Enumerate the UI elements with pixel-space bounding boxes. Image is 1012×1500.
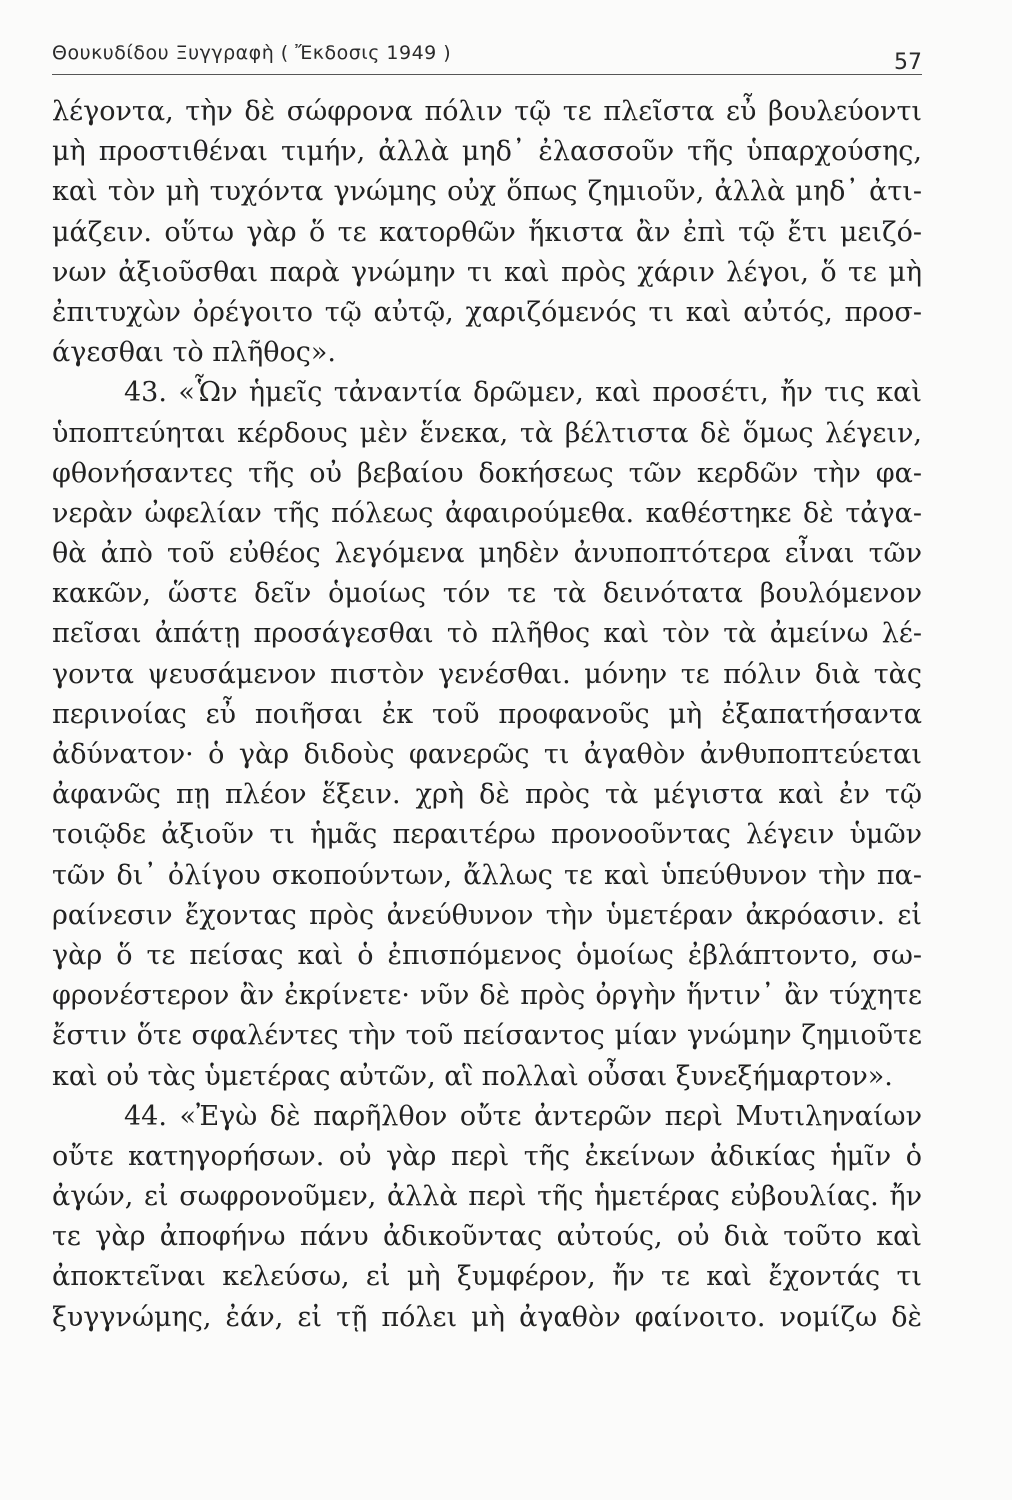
running-title: Θουκυδίδου Ξυγγραφὴ ( Ἔκδοσις 1949 ) xyxy=(52,42,452,64)
page-number: 57 xyxy=(894,50,922,75)
running-header xyxy=(52,38,922,82)
text-line: ἀφανῶς πῃ πλέον ἕξειν. χρὴ δὲ πρὸς τὰ μέγιστα καὶ ἐν τῷ xyxy=(52,779,922,811)
text-line: 44. «Ἐγὼ δὲ παρῆλθον οὔτε ἀντερῶν περὶ Μυτιληναίων xyxy=(124,1100,922,1132)
text-line: οὔτε κατηγορήσων. οὐ γὰρ περὶ τῆς ἐκείνων ἀδικίας ἡμῖν ὁ xyxy=(52,1140,922,1172)
text-line: ξυγγνώμης, ἐάν, εἰ τῇ πόλει μὴ ἀγαθὸν φαίνοιτο. νομίζω δὲ xyxy=(52,1301,922,1333)
text-line: γὰρ ὅ τε πείσας καὶ ὁ ἐπισπόμενος ὁμοίως ἐβλάπτοντο, σω- xyxy=(52,939,922,971)
text-line: ἐπιτυχὼν ὀρέγοιτο τῷ αὐτῷ, χαριζόμενός τι καὶ αὐτός, προσ- xyxy=(52,296,922,328)
text-line: ραίνεσιν ἔχοντας πρὸς ἀνεύθυνον τὴν ὑμετέραν ἀκρόασιν. εἰ xyxy=(52,899,922,931)
text-line: περινοίας εὖ ποιῆσαι ἐκ τοῦ προφανοῦς μὴ ἐξαπατήσαντα xyxy=(52,698,922,730)
text-line: 43. «Ὧν ἡμεῖς τἀναντία δρῶμεν, καὶ προσέτι, ἤν τις καὶ xyxy=(124,377,922,409)
text-line: γοντα ψευσάμενον πιστὸν γενέσθαι. μόνην τε πόλιν διὰ τὰς xyxy=(52,658,922,690)
text-line: μάζειν. οὕτω γὰρ ὅ τε κατορθῶν ἥκιστα ἂν ἐπὶ τῷ ἔτι μειζό- xyxy=(52,216,922,248)
text-line: πεῖσαι ἀπάτῃ προσάγεσθαι τὸ πλῆθος καὶ τὸν τὰ ἀμείνω λέ- xyxy=(52,618,922,650)
text-line: τοιῷδε ἀξιοῦν τι ἡμᾶς περαιτέρω προνοοῦντας λέγειν ὑμῶν xyxy=(52,819,922,851)
text-line: φθονήσαντες τῆς οὐ βεβαίου δοκήσεως τῶν κερδῶν τὴν φα- xyxy=(52,457,922,489)
text-line: νερὰν ὠφελίαν τῆς πόλεως ἀφαιρούμεθα. καθέστηκε δὲ τἀγα- xyxy=(52,497,922,529)
text-line: καὶ τὸν μὴ τυχόντα γνώμης οὐχ ὅπως ζημιοῦν, ἀλλὰ μηδ᾽ ἀτι- xyxy=(52,176,922,208)
text-line: λέγοντα, τὴν δὲ σώφρονα πόλιν τῷ τε πλεῖστα εὖ βουλεύοντι xyxy=(52,96,922,127)
text-line: ἀδύνατον· ὁ γὰρ διδοὺς φανερῶς τι ἀγαθὸν ἀνθυποπτεύεται xyxy=(52,739,922,770)
body-text xyxy=(52,92,922,1338)
text-line: τῶν δι᾽ ὀλίγου σκοπούντων, ἄλλως τε καὶ ὑπεύθυνον τὴν πα- xyxy=(52,859,922,891)
text-line: ὑποπτεύηται κέρδους μὲν ἕνεκα, τὰ βέλτιστα δὲ ὅμως λέγειν, xyxy=(52,417,922,449)
text-line: τε γὰρ ἀποφήνω πάνυ ἀδικοῦντας αὐτούς, οὐ διὰ τοῦτο καὶ xyxy=(52,1221,922,1253)
text-line: φρονέστερον ἂν ἐκρίνετε· νῦν δὲ πρὸς ὀργὴν ἥντιν᾽ ἂν τύχητε xyxy=(52,980,922,1012)
header-rule xyxy=(52,74,922,75)
text-line: καὶ οὐ τὰς ὑμετέρας αὐτῶν, αἳ πολλαὶ οὖσαι ξυνεξήμαρτον». xyxy=(52,1060,893,1092)
text-line: θὰ ἀπὸ τοῦ εὐθέος λεγόμενα μηδὲν ἀνυποπτότερα εἶναι τῶν xyxy=(52,538,922,570)
text-line: ἔστιν ὅτε σφαλέντες τὴν τοῦ πείσαντος μίαν γνώμην ζημιοῦτε xyxy=(52,1020,922,1052)
text-line: ἀγών, εἰ σωφρονοῦμεν, ἀλλὰ περὶ τῆς ἡμετέρας εὐβουλίας. ἤν xyxy=(52,1181,922,1213)
text-line: μὴ προστιθέναι τιμήν, ἀλλὰ μηδ᾽ ἐλασσοῦν τῆς ὑπαρχούσης, xyxy=(52,136,922,168)
text-line: ἀποκτεῖναι κελεύσω, εἰ μὴ ξυμφέρον, ἤν τε καὶ ἔχοντάς τι xyxy=(52,1261,922,1293)
text-line: άγεσθαι τὸ πλῆθος». xyxy=(52,337,336,369)
text-line: κακῶν, ὥστε δεῖν ὁμοίως τόν τε τὰ δεινότατα βουλόμενον xyxy=(52,578,922,610)
text-line: νων ἀξιοῦσθαι παρὰ γνώμην τι καὶ πρὸς χάριν λέγοι, ὅ τε μὴ xyxy=(52,256,922,288)
